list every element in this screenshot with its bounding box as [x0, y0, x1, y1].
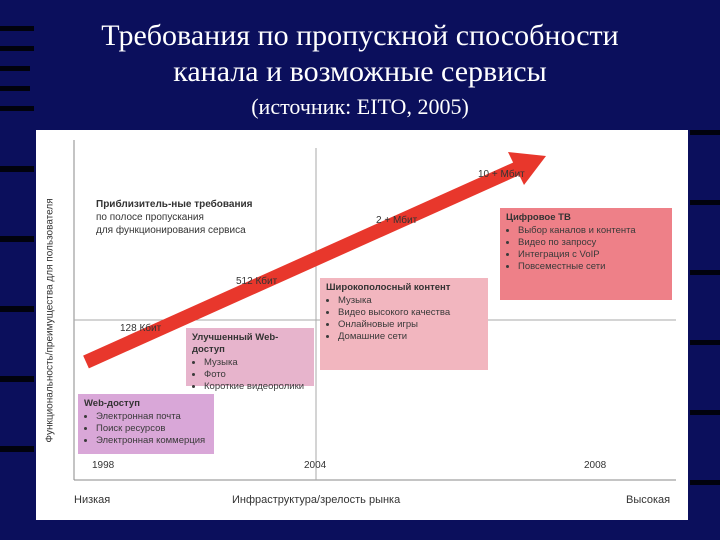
- box-enhanced-web-item: • Музыка: [204, 357, 308, 369]
- x-axis-high-label: Высокая: [626, 494, 671, 506]
- box-broadband-content: [320, 278, 488, 370]
- box-web-access: [78, 394, 214, 454]
- box-enhanced-web: [186, 328, 314, 392]
- box-digital-tv-title: Цифровое ТВ: [506, 212, 571, 223]
- bandwidth-note-line-3: для функционирования сервиса: [96, 225, 246, 236]
- box-digital-tv-item: • Интеграция с VoIP: [518, 249, 666, 261]
- box-web-access-title: Web-доступ: [84, 398, 140, 409]
- box-web-access-item: • Электронная коммерция: [96, 435, 208, 447]
- box-broadband-content-item: • Видео высокого качества: [338, 307, 482, 319]
- box-web-access-item: • Поиск ресурсов: [96, 423, 208, 435]
- box-enhanced-web-item: • Фото: [204, 369, 308, 381]
- slide-title-line-1: Требования по пропускной способности: [101, 19, 619, 52]
- year-label-1998: 1998: [92, 460, 115, 471]
- box-broadband-content-item: • Домашние сети: [338, 331, 482, 343]
- speed-label-10m: 10 + Мбит: [478, 169, 525, 180]
- box-broadband-content-item: • Онлайновые игры: [338, 319, 482, 331]
- box-enhanced-web-title: Улучшенный Web-доступ: [192, 332, 279, 355]
- speed-label-128k: 128 Кбит: [120, 323, 162, 334]
- slide-title-line-2: канала и возможные сервисы: [173, 55, 547, 88]
- box-digital-tv-item: • Выбор каналов и контента: [518, 225, 666, 237]
- x-axis-low-label: Низкая: [74, 494, 111, 506]
- diagram-panel: [36, 130, 688, 520]
- box-digital-tv-item: • Повсеместные сети: [518, 261, 666, 273]
- slide-title: [40, 18, 680, 90]
- bandwidth-note-line-1: Приблизитель-ные требования: [96, 199, 253, 210]
- year-label-2008: 2008: [584, 460, 607, 471]
- year-label-2004: 2004: [304, 460, 327, 471]
- box-digital-tv: [500, 208, 672, 300]
- box-enhanced-web-item: • Короткие видеоролики: [204, 381, 308, 393]
- y-axis-label: Функциональность/преимущества для пользователя: [44, 198, 56, 443]
- bandwidth-note-line-2: по полосе пропускания: [96, 212, 204, 223]
- slide-subtitle: (источник: EITO, 2005): [251, 94, 469, 119]
- speed-label-2m: 2 + Мбит: [376, 215, 418, 226]
- box-broadband-content-item: • Музыка: [338, 295, 482, 307]
- bandwidth-note: [96, 198, 253, 237]
- speed-label-512k: 512 Кбит: [236, 276, 278, 287]
- box-broadband-content-title: Широкополосный контент: [326, 282, 451, 293]
- box-web-access-item: • Электронная почта: [96, 411, 208, 423]
- box-digital-tv-item: • Видео по запросу: [518, 237, 666, 249]
- x-axis-label: Инфраструктура/зрелость рынка: [232, 494, 401, 506]
